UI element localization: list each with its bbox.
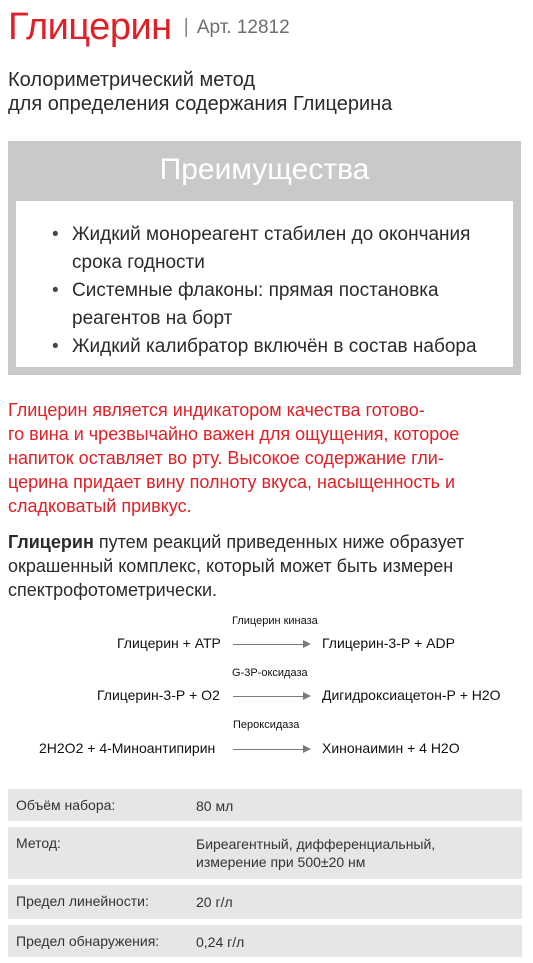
table-row bbox=[8, 827, 522, 879]
enzyme-label: Глицерин киназа bbox=[232, 615, 318, 627]
advantages-heading: Преимущества bbox=[159, 153, 370, 186]
enzyme-label: G-3P-оксидаза bbox=[232, 667, 308, 679]
subtitle bbox=[8, 68, 392, 116]
intro-paragraph bbox=[8, 398, 522, 518]
advantage-item-line: реагентов на борт bbox=[72, 308, 233, 329]
description-line bbox=[8, 530, 522, 554]
reaction-arrow-icon bbox=[233, 644, 309, 645]
spec-label: Предел линейности: bbox=[16, 893, 149, 909]
intro-line: церина придает вину полноту вкуса, насыщенность и bbox=[8, 472, 456, 492]
advantages-list bbox=[16, 201, 513, 361]
page-title: Глицерин bbox=[8, 6, 172, 48]
specs-table bbox=[8, 789, 522, 963]
table-row bbox=[8, 885, 522, 919]
reaction-left: Глицерин-3-Р + О2 bbox=[97, 687, 220, 703]
reaction-right: Дигидроксиацетон-Р + Н2О bbox=[322, 687, 501, 703]
reaction-right: Хинонаимин + 4 Н2О bbox=[322, 740, 460, 756]
spec-value: 0,24 г/л bbox=[196, 934, 245, 950]
spec-label: Объём набора: bbox=[16, 797, 116, 813]
advantage-item bbox=[72, 221, 513, 277]
advantage-item-line: • Жидкий калибратор включён в состав набора bbox=[72, 336, 477, 357]
spec-value-line: измерение при 500±20 нм bbox=[196, 854, 366, 870]
reaction-left: 2Н2О2 + 4-Миноантипирин bbox=[39, 740, 216, 756]
description-bold-term: Глицерин bbox=[8, 532, 94, 552]
advantages-panel bbox=[8, 141, 521, 375]
advantage-item-line: • Системные флаконы: прямая постановка bbox=[72, 280, 439, 301]
title-separator: | bbox=[183, 16, 189, 38]
spec-value: 20 г/л bbox=[196, 894, 233, 910]
intro-line: напиток оставляет во рту. Высокое содержание гли- bbox=[8, 448, 444, 468]
article-number: Арт. 12812 bbox=[196, 17, 290, 38]
advantage-item-line: • Жидкий монореагент стабилен до окончания bbox=[72, 224, 471, 245]
table-row bbox=[8, 789, 522, 821]
advantage-item bbox=[72, 333, 513, 361]
table-row bbox=[8, 925, 522, 957]
description-line: спектрофотометрически. bbox=[8, 580, 217, 600]
description-paragraph bbox=[8, 530, 522, 602]
spec-label: Предел обнаружения: bbox=[16, 933, 160, 949]
spec-value: 80 мл bbox=[196, 798, 234, 814]
subtitle-line-1: Колориметрический метод bbox=[8, 69, 256, 91]
spec-value bbox=[196, 835, 435, 871]
advantage-item bbox=[72, 277, 513, 333]
advantage-item-line: срока годности bbox=[72, 252, 205, 273]
advantages-list-container bbox=[16, 201, 513, 367]
subtitle-line-2: для определения содержания Глицерина bbox=[8, 93, 393, 115]
reaction-right: Глицерин-3-Р + ADP bbox=[322, 635, 455, 651]
intro-line: Глицерин является индикатором качества готово- bbox=[8, 400, 425, 420]
description-line-rest: путем реакций приведенных ниже образует bbox=[93, 532, 465, 552]
enzyme-label: Пероксидаза bbox=[233, 719, 300, 731]
intro-line: го вина и чрезвычайно важен для ощущения, которое bbox=[8, 424, 460, 444]
spec-label: Метод: bbox=[16, 835, 61, 851]
spec-value-line: Биреагентный, дифференциальный, bbox=[196, 836, 436, 852]
description-line: окрашенный комплекс, который может быть измерен bbox=[8, 556, 454, 576]
title-row bbox=[8, 6, 290, 49]
reaction-left: Глицерин + АТР bbox=[117, 635, 221, 651]
intro-line: сладковатый привкус. bbox=[8, 496, 192, 516]
reaction-arrow-icon bbox=[233, 749, 309, 750]
reaction-arrow-icon bbox=[233, 696, 309, 697]
